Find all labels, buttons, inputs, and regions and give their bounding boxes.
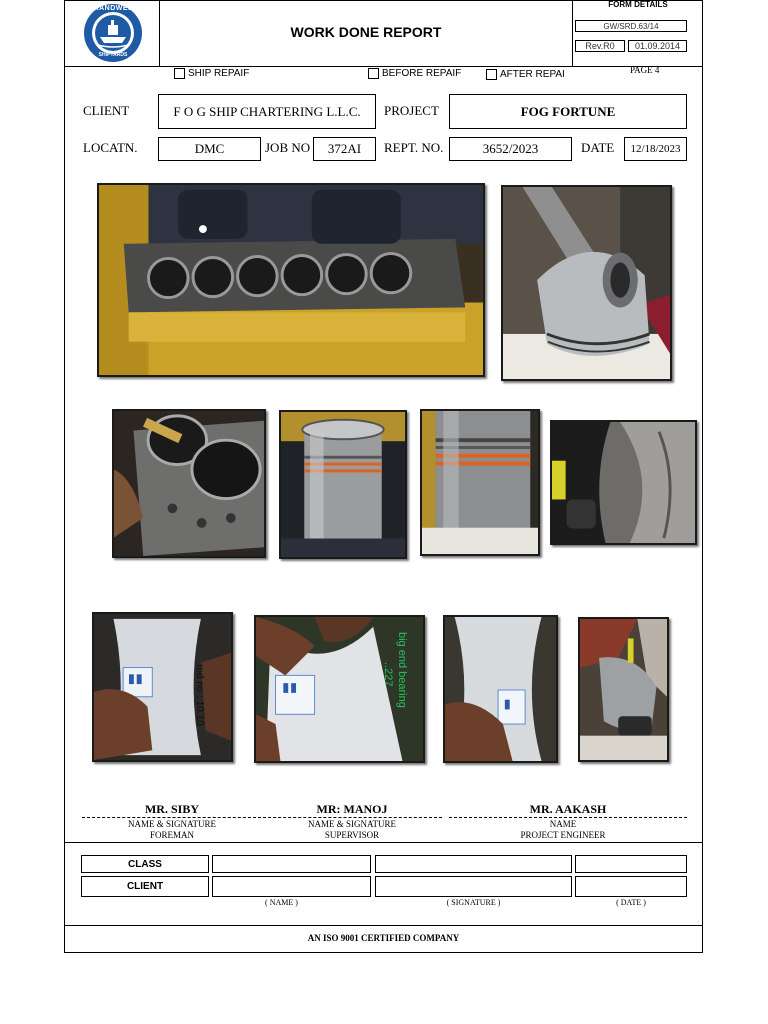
photo-rod-cap — [578, 617, 669, 762]
job-value: 372AI — [313, 137, 376, 161]
checkbox-box[interactable] — [174, 68, 185, 79]
photo-big-end-bearing — [254, 615, 425, 763]
engineer-caption: NAME — [549, 819, 577, 829]
foreman-role: FOREMAN — [149, 830, 194, 840]
iso-certification: AN ISO 9001 CERTIFIED COMPANY — [307, 933, 460, 943]
class-name-field[interactable] — [212, 855, 371, 873]
signature-caption: ( SIGNATURE ) — [446, 898, 501, 907]
class-date-field[interactable] — [575, 855, 687, 873]
client-date-field[interactable] — [575, 876, 687, 897]
engineer-role: PROJECT ENGINEER — [520, 830, 606, 840]
checkbox-before-repair[interactable] — [368, 68, 461, 79]
date-value: 12/18/2023 — [624, 137, 687, 161]
company-logo — [78, 3, 148, 63]
client-name-field[interactable] — [212, 876, 371, 897]
name-caption: ( NAME ) — [265, 898, 298, 907]
photo-cylinder-head — [112, 409, 266, 558]
photo-piston — [501, 185, 672, 381]
photo-bearing-rod — [92, 612, 233, 762]
logo-text-top: GRANDWELD — [87, 5, 139, 12]
date-caption: ( DATE ) — [616, 898, 646, 907]
client-value: F O G SHIP CHARTERING L.L.C. — [158, 94, 376, 129]
foreman-name: MR. SIBY — [144, 802, 199, 816]
rept-label: REPT. NO. — [384, 140, 444, 155]
logo-text-bottom: SHIPYARDS — [98, 52, 128, 58]
engineer-name: MR. AAKASH — [529, 802, 607, 816]
supervisor-name: MR: MANOJ — [316, 802, 388, 816]
client-label: CLIENT — [83, 103, 130, 118]
photo-cylinder-liner-2 — [420, 409, 540, 556]
supervisor-role: SUPERVISOR — [324, 830, 380, 840]
checkbox-ship-repair[interactable] — [174, 68, 249, 79]
bearing-annotation: big end bearing — [396, 632, 408, 708]
checkbox-label: AFTER REPAI — [500, 69, 565, 81]
bearing-code-annotation: ..227 — [382, 662, 394, 687]
footer-top-rule — [64, 925, 703, 926]
photo-bearing-shell — [443, 615, 558, 763]
location-value: DMC — [158, 137, 261, 161]
project-label: PROJECT — [384, 103, 439, 118]
class-label: CLASS — [81, 855, 209, 873]
signature-line-right — [449, 817, 687, 818]
photo-cylinder-liner-1 — [279, 410, 407, 559]
rept-value: 3652/2023 — [449, 137, 572, 161]
photo-crankshaft — [550, 420, 697, 545]
checkbox-box[interactable] — [486, 69, 497, 80]
revision-number: Rev.R0 — [575, 40, 625, 52]
supervisor-caption: NAME & SIGNATURE — [307, 819, 396, 829]
form-code: GW/SRD.63/14 — [575, 20, 687, 32]
class-signature-field[interactable] — [375, 855, 572, 873]
page-number: PAGE 4 — [630, 65, 660, 75]
client-approval-label: CLIENT — [81, 876, 209, 897]
approval-top-rule — [64, 842, 703, 843]
job-label: JOB NO — [265, 140, 311, 155]
header-bottom-rule — [64, 66, 703, 67]
checkbox-box[interactable] — [368, 68, 379, 79]
checkbox-label: SHIP REPAIF — [188, 68, 250, 80]
client-signature-field[interactable] — [375, 876, 572, 897]
location-label: LOCATN. — [83, 140, 138, 155]
date-label: DATE — [581, 140, 615, 155]
report-title: WORK DONE REPORT — [290, 24, 442, 40]
header-divider-right — [572, 0, 573, 66]
signature-line-left — [82, 817, 442, 818]
photo-engine-block — [97, 183, 485, 377]
checkbox-label: BEFORE REPAIF — [382, 68, 462, 80]
form-details-label: FORM DETAILS — [608, 0, 668, 9]
foreman-caption: NAME & SIGNATURE — [127, 819, 216, 829]
revision-date: 01.09.2014 — [628, 40, 687, 52]
rod-number-annotation: rod no : 10.10 — [194, 664, 205, 726]
project-value: FOG FORTUNE — [449, 94, 687, 129]
checkbox-after-repair[interactable] — [486, 69, 565, 80]
